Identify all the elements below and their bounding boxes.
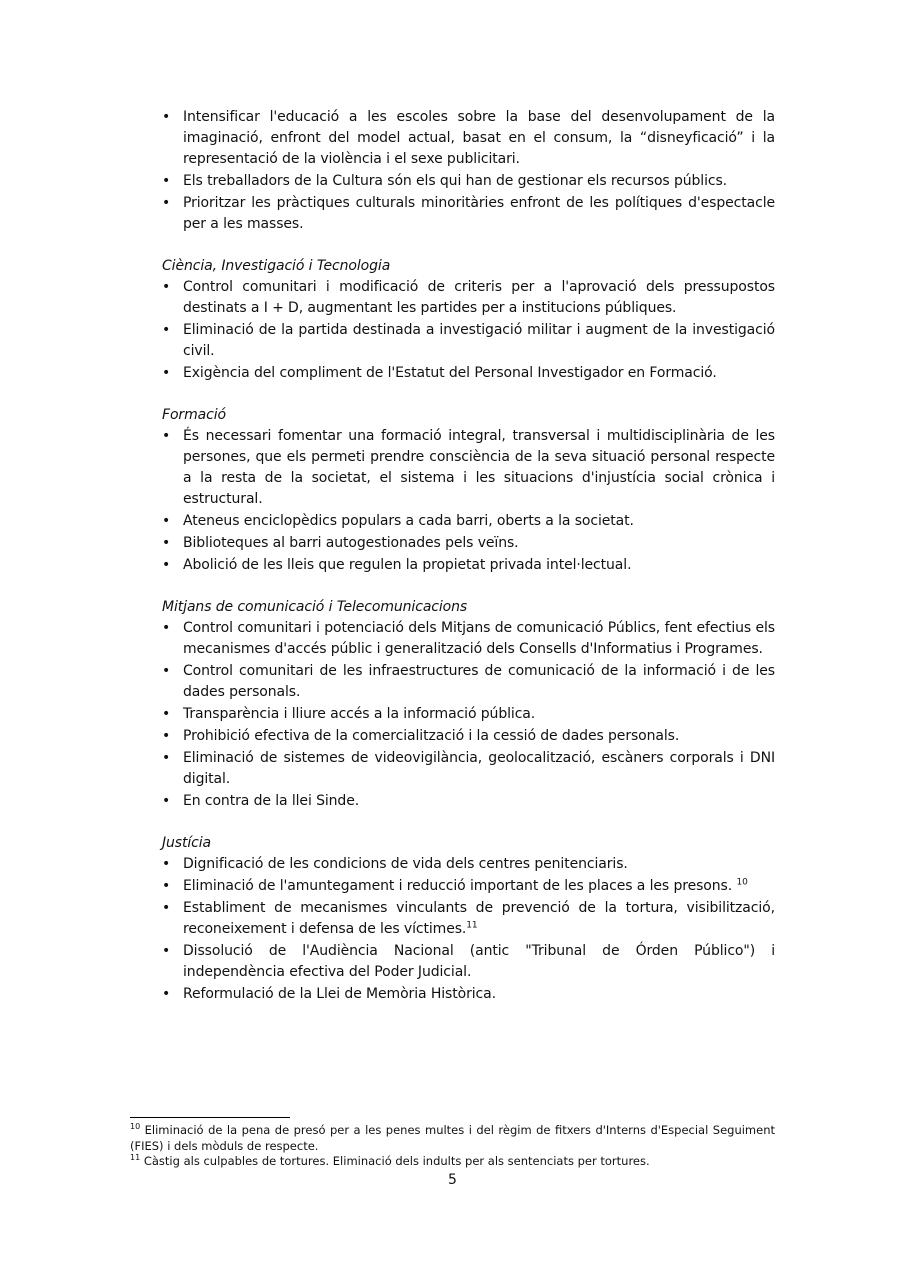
list-item [162,661,775,703]
section [162,833,775,1005]
list-item [162,941,775,983]
bullet-icon: • [162,365,171,381]
list-item [162,555,775,576]
list-item-text: Abolició de les lleis que regulen la propietat privada intel·lectual. [183,557,632,573]
bullet-icon: • [162,986,171,1002]
list-item-text: Prioritzar les pràctiques culturals minoritàries enfront de les polítiques d'espectacle per a les masses. [183,195,775,232]
list-item [162,984,775,1005]
footnote-text: Eliminació de la pena de presó per a les penes multes i del règim de fitxers d'Interns d'Especial Seguiment (FIES) i dels mòduls de respecte. [130,1123,775,1153]
bullet-icon: • [162,173,171,189]
bullet-list [162,618,775,812]
list-item [162,618,775,660]
list-item [162,511,775,532]
bullet-icon: • [162,109,171,125]
bullet-list [162,854,775,1005]
bullet-icon: • [162,750,171,766]
list-item [162,193,775,235]
bullet-icon: • [162,900,171,916]
list-item-text: Exigència del compliment de l'Estatut del Personal Investigador en Formació. [183,365,717,381]
list-item-text: Prohibició efectiva de la comercialització i la cessió de dades personals. [183,728,680,744]
footnote-ref: 10 [736,877,748,888]
footnote-text: Càstig als culpables de tortures. Eliminació dels indults per als sentenciats per tortures. [140,1154,650,1168]
list-item-text: Transparència i lliure accés a la informació pública. [183,706,536,722]
list-item-text: Dignificació de les condicions de vida dels centres penitenciaris. [183,856,628,872]
bullet-icon: • [162,943,171,959]
bullet-icon: • [162,878,171,894]
list-item-text: Establiment de mecanismes vinculants de prevenció de la tortura, visibilització, reconeixement i defensa de les víctimes. [183,900,775,937]
footnote-number: 10 [130,1122,141,1132]
list-item [162,107,775,170]
bullet-icon: • [162,557,171,573]
list-item-text: Biblioteques al barri autogestionades pels veïns. [183,535,519,551]
list-item-text: Control comunitari de les infraestructures de comunicació de la informació i de les dades personals. [183,663,775,700]
list-item-text: Els treballadors de la Cultura són els qui han de gestionar els recursos públics. [183,173,728,189]
bullet-list [162,107,775,235]
section [162,256,775,384]
section [162,405,775,576]
bullet-icon: • [162,856,171,872]
bullet-icon: • [162,195,171,211]
footnote [130,1123,775,1154]
section-heading: Ciència, Investigació i Tecnologia [162,258,391,274]
list-item [162,277,775,319]
bullet-icon: • [162,279,171,295]
list-item-text: Reformulació de la Llei de Memòria Històrica. [183,986,496,1002]
list-item [162,898,775,940]
list-item-text: Ateneus enciclopèdics populars a cada barri, oberts a la societat. [183,513,634,529]
list-item [162,748,775,790]
list-item [162,791,775,812]
bullet-icon: • [162,428,171,444]
list-item [162,726,775,747]
list-item-text: Control comunitari i modificació de criteris per a l'aprovació dels pressupostos destinats a I + D, augmentant les partides per a institucions públiques. [183,279,775,316]
footnote-ref: 11 [466,920,478,931]
bullet-icon: • [162,322,171,338]
section-heading: Justícia [162,835,212,851]
bullet-icon: • [162,535,171,551]
list-item [162,171,775,192]
footnote-separator [130,1117,290,1118]
bullet-list [162,277,775,384]
list-item-text: És necessari fomentar una formació integral, transversal i multidisciplinària de les persones, que els permeti prendre consciència de la seva situació personal respecte a la resta de la societat, el sistema i les situacions d'injustícia social crònica i estructural. [183,428,775,507]
list-item [162,876,775,897]
bullet-list [162,426,775,576]
bullet-icon: • [162,706,171,722]
list-item-text: En contra de la llei Sinde. [183,793,360,809]
list-item [162,704,775,725]
list-item-text: Eliminació de l'amuntegament i reducció important de les places a les presons. [183,878,737,894]
footnotes [130,1123,775,1170]
list-item-text: Control comunitari i potenciació dels Mitjans de comunicació Públics, fent efectius els mecanismes d'accés públic i generalització dels Consells d'Informatius i Programes. [183,620,775,657]
section [162,107,775,235]
bullet-icon: • [162,663,171,679]
bullet-icon: • [162,620,171,636]
bullet-icon: • [162,513,171,529]
bullet-icon: • [162,728,171,744]
bullet-icon: • [162,793,171,809]
document-body [162,107,775,1026]
section-heading: Formació [162,407,226,423]
section-heading: Mitjans de comunicació i Telecomunicacions [162,599,468,615]
list-item [162,363,775,384]
list-item-text: Dissolució de l'Audiència Nacional (antic "Tribunal de Órden Público") i independència efectiva del Poder Judicial. [183,943,775,980]
list-item [162,533,775,554]
list-item-text: Intensificar l'educació a les escoles sobre la base del desenvolupament de la imaginació, enfront del model actual, basat en el consum, la “disneyficació” i la representació de la violència i el sexe publicitari. [183,109,775,167]
list-item [162,854,775,875]
page-number: 5 [448,1172,457,1188]
list-item [162,426,775,510]
list-item [162,320,775,362]
footnote-number: 11 [130,1153,141,1163]
footnote [130,1154,775,1170]
list-item-text: Eliminació de la partida destinada a investigació militar i augment de la investigació civil. [183,322,775,359]
section [162,597,775,812]
list-item-text: Eliminació de sistemes de videovigilància, geolocalització, escàners corporals i DNI digital. [183,750,775,787]
